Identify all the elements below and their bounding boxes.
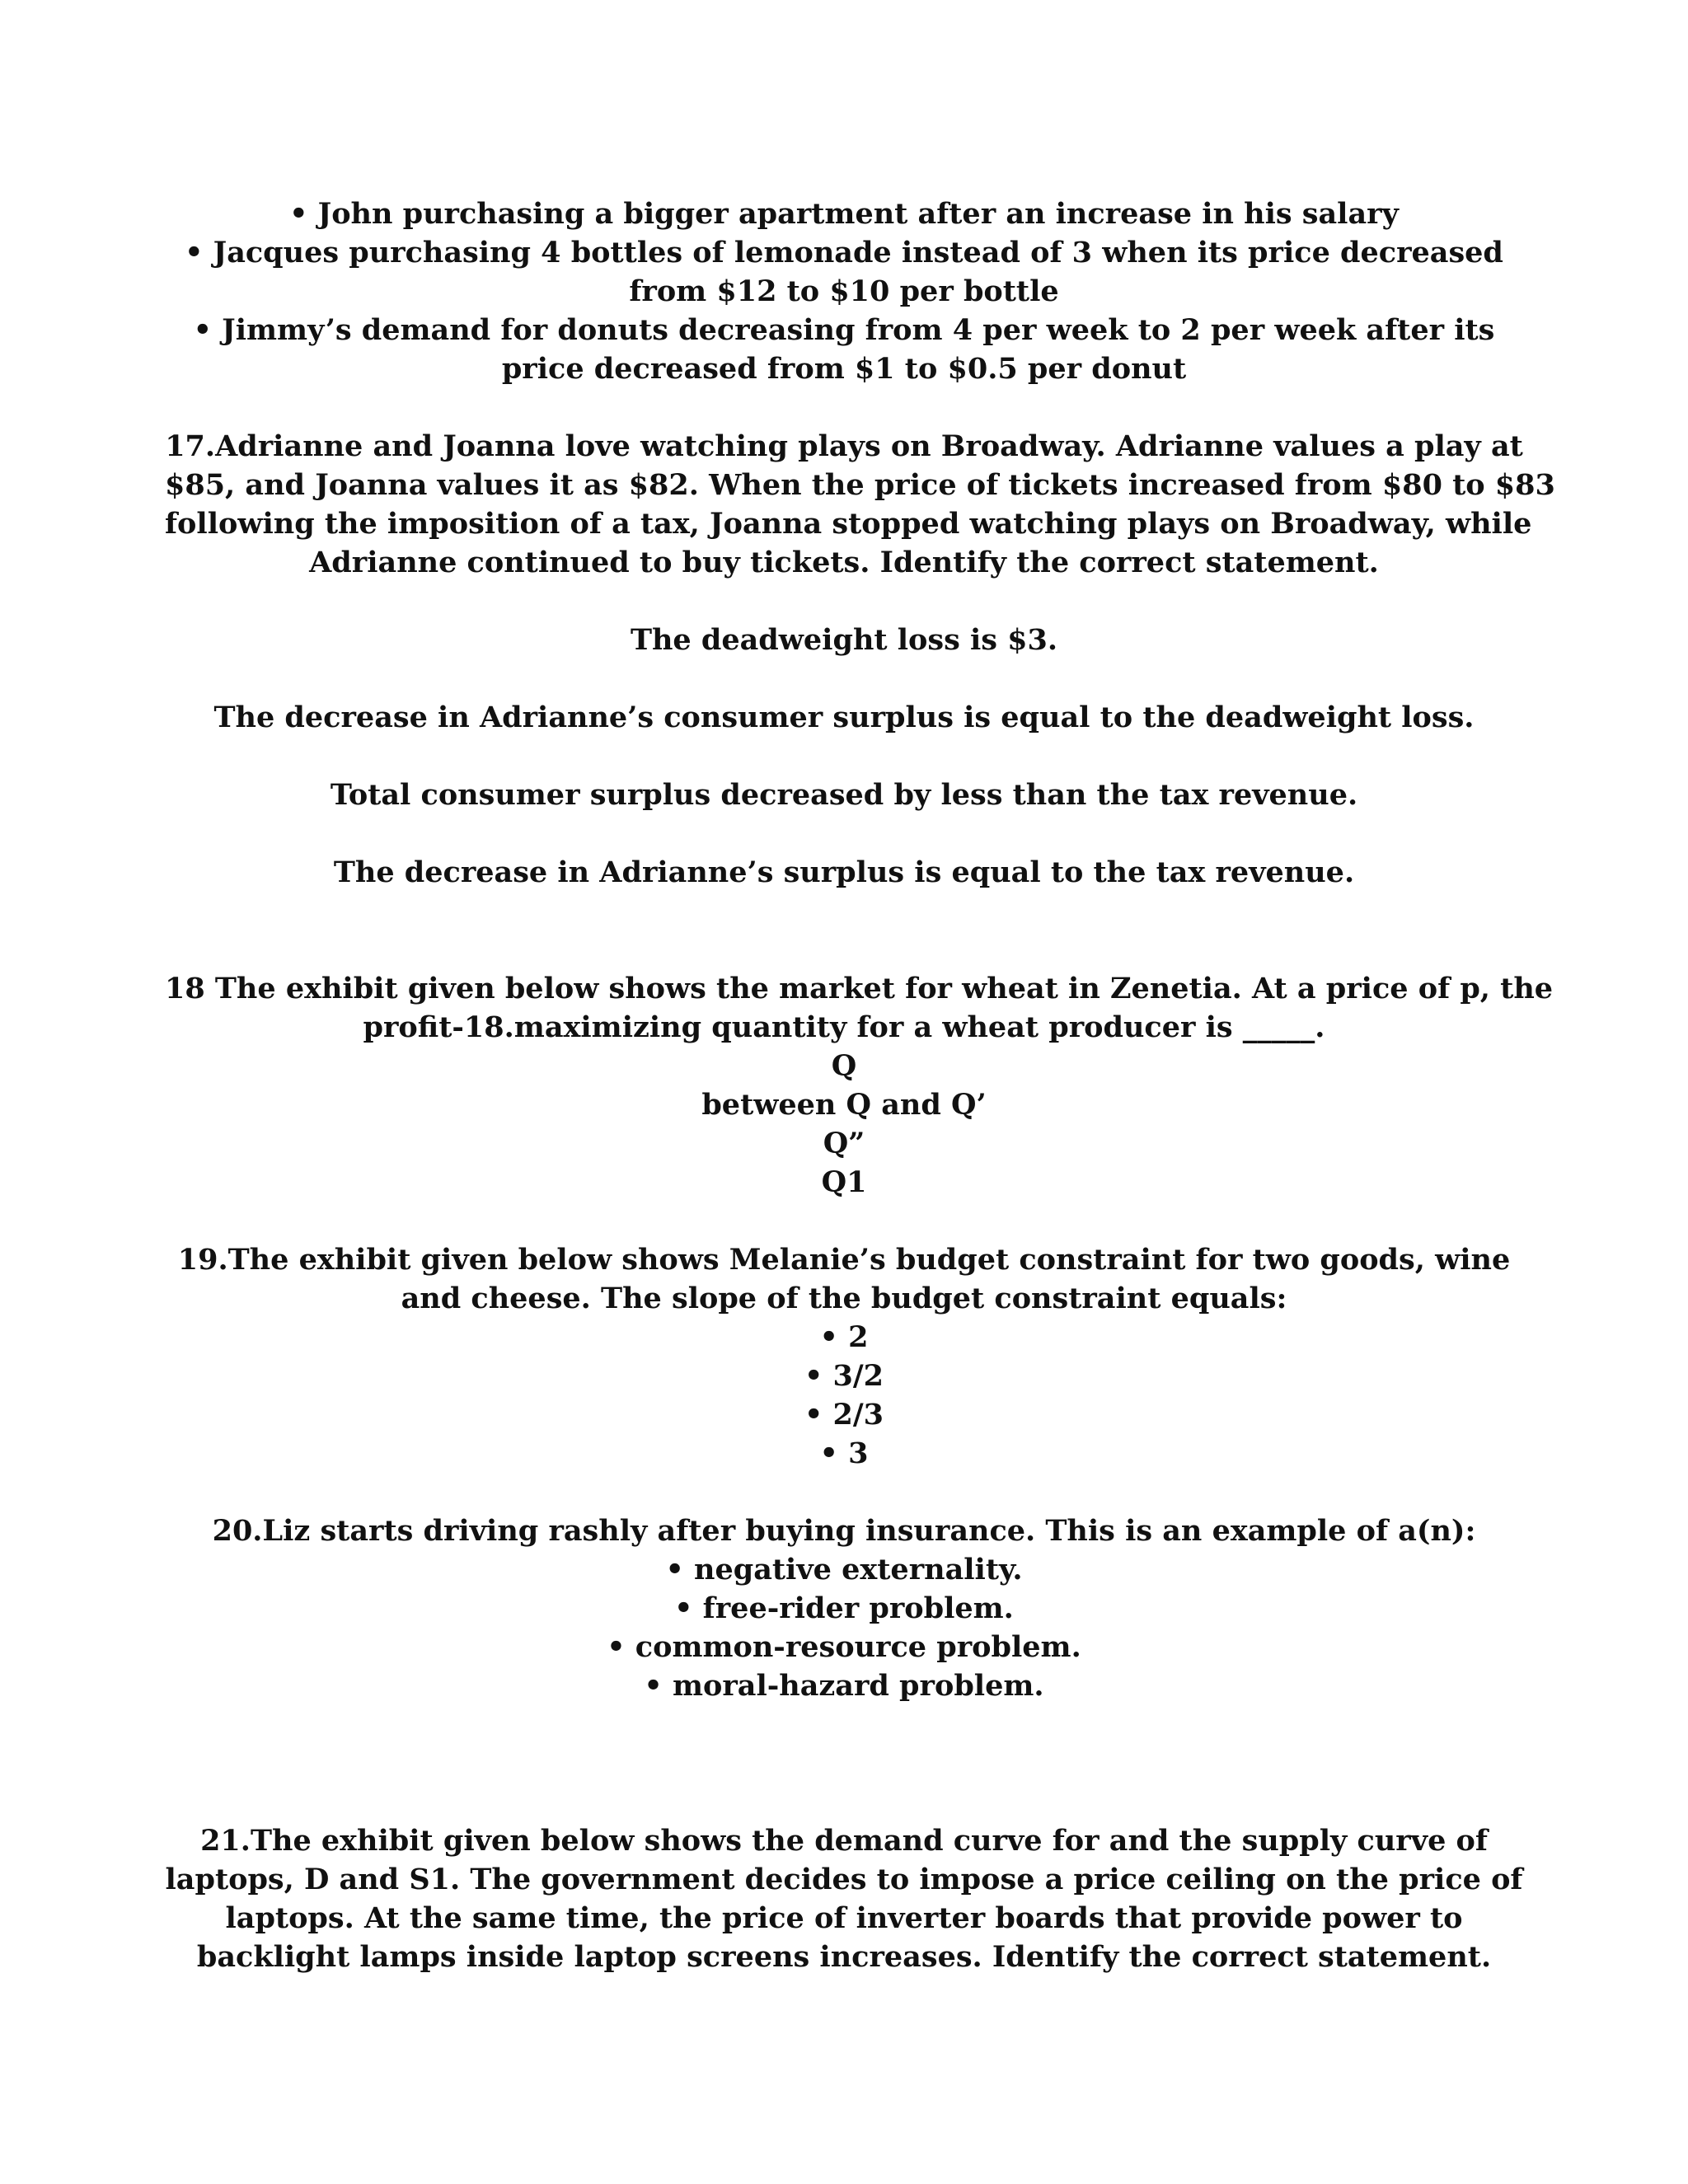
question-line: 20.Liz starts driving rashly after buying insurance. This is an example of a(n):: [212, 1514, 1476, 1548]
answer-option: • 3: [819, 1436, 869, 1470]
question-20: [165, 1511, 1523, 1705]
question-line: and cheese. The slope of the budget constraint equals:: [401, 1282, 1287, 1315]
intro-list: [165, 194, 1523, 388]
question-line: 19.The exhibit given below shows Melanie’s budget constraint for two goods, wine: [177, 1243, 1511, 1277]
list-item-continuation: price decreased from $1 to $0.5 per donut: [501, 352, 1187, 386]
answer-option: The decrease in Adrianne’s surplus is equal to the tax revenue.: [333, 855, 1355, 889]
question-21: [165, 1821, 1523, 1976]
answer-option: • moral-hazard problem.: [644, 1669, 1044, 1703]
answer-option: • free-rider problem.: [674, 1591, 1014, 1625]
question-18-text: [165, 969, 1554, 1047]
answer-option: Q1: [821, 1165, 867, 1199]
answer-option: • negative externality.: [665, 1553, 1023, 1586]
question-17-text: [165, 427, 1555, 582]
answer-option: Total consumer surplus decreased by less than the tax revenue.: [330, 778, 1358, 812]
question-line: 18 The exhibit given below shows the market for wheat in Zenetia. At a price of p, the: [165, 972, 1554, 1005]
question-line: laptops, D and S1. The government decides to impose a price ceiling on the price of: [165, 1863, 1523, 1896]
answer-option: The decrease in Adrianne’s consumer surplus is equal to the deadweight loss.: [213, 701, 1475, 734]
question-line: laptops. At the same time, the price of inverter boards that provide power to: [225, 1901, 1463, 1935]
question-20-text: [165, 1511, 1523, 1550]
list-item-continuation: from $12 to $10 per bottle: [629, 274, 1059, 308]
answer-option: Q”: [823, 1127, 865, 1160]
question-line: 21.The exhibit given below shows the demand curve for and the supply curve of: [200, 1824, 1488, 1858]
answer-option: • common-resource problem.: [607, 1630, 1081, 1664]
answer-option: • 2/3: [804, 1398, 884, 1432]
answer-option: The deadweight loss is $3.: [630, 623, 1058, 657]
question-19: [165, 1240, 1523, 1473]
question-17: [165, 427, 1555, 892]
question-line: Adrianne continued to buy tickets. Identify the correct statement.: [309, 546, 1379, 579]
list-item: • John purchasing a bigger apartment after an increase in his salary: [289, 197, 1399, 231]
list-item: • Jacques purchasing 4 bottles of lemonade instead of 3 when its price decreased: [185, 236, 1503, 269]
question-line: $85, and Joanna values it as $82. When the price of tickets increased from $80 to $83: [165, 468, 1555, 502]
document-body: [165, 194, 1555, 1976]
question-line: 17.Adrianne and Joanna love watching plays on Broadway. Adrianne values a play at: [165, 429, 1523, 463]
question-line: following the imposition of a tax, Joanna stopped watching plays on Broadway, while: [165, 507, 1532, 541]
answer-option: • 3/2: [804, 1359, 884, 1393]
list-item: • Jimmy’s demand for donuts decreasing from 4 per week to 2 per week after its: [193, 313, 1495, 347]
question-18: [165, 969, 1554, 1202]
answer-option: • 2: [819, 1320, 869, 1354]
question-line: backlight lamps inside laptop screens increases. Identify the correct statement.: [196, 1940, 1492, 1974]
question-line: profit-18.maximizing quantity for a wheat producer is _____.: [363, 1010, 1325, 1044]
question-19-text: [165, 1240, 1523, 1318]
answer-option: between Q and Q’: [701, 1088, 987, 1122]
answer-option: Q: [831, 1049, 857, 1083]
question-21-text: [165, 1821, 1523, 1976]
